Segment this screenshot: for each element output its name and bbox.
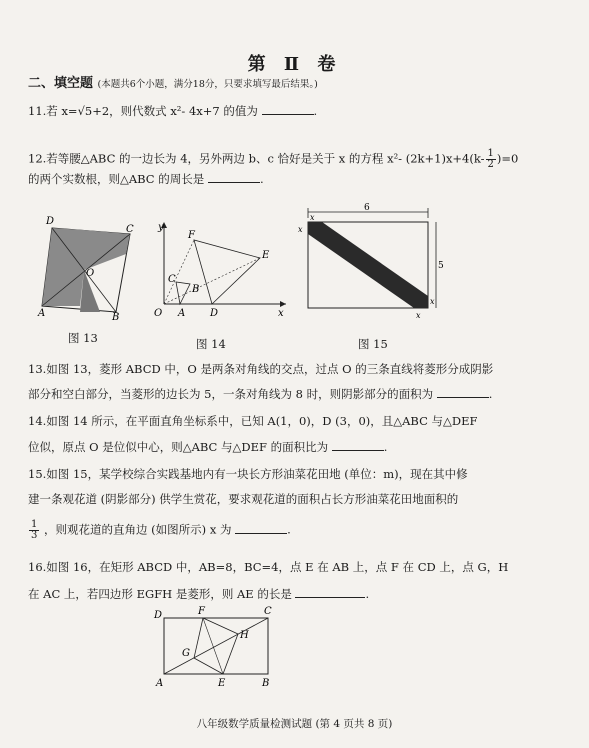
fraction-numerator: 1 (31, 519, 38, 530)
dimension-label-top: 6 (364, 203, 370, 213)
point-label-e: E (218, 678, 226, 689)
question-11-text: 11.若 x=√5+2，则代数式 x²- 4x+7 的值为 (28, 104, 258, 118)
question-13-end: . (488, 387, 493, 401)
question-15-fraction (29, 520, 39, 541)
point-label-b: B (112, 312, 120, 323)
point-label-f: F (198, 606, 205, 617)
question-16-line-1: 16.如图 16，在矩形 ABCD 中，AB=8，BC=4，点 E 在 AB 上，点 F 在 CD 上，点 G，H (28, 560, 509, 574)
fraction-denominator: 3 (31, 530, 38, 541)
question-14-text: 位似，原点 O 是位似中心，则△ABC 与△DEF 的面积比为 (28, 440, 329, 454)
shaded-walkway (308, 222, 428, 308)
shaded-region-left (42, 228, 84, 306)
question-13-line-2 (28, 387, 492, 401)
answer-blank-11 (262, 104, 314, 115)
figure-13-label: 图 13 (68, 331, 98, 345)
point-label-c: C (126, 224, 134, 235)
question-15-line-3 (28, 520, 291, 541)
question-12-line-2 (28, 172, 264, 186)
question-11-end: . (313, 104, 318, 118)
question-12-line-1 (28, 149, 518, 170)
triangle-abc (176, 282, 190, 304)
point-label-c: C (264, 606, 272, 617)
figure-13 (38, 210, 140, 323)
answer-blank-14 (332, 440, 384, 451)
point-label-o: O (154, 308, 163, 319)
point-label-h: H (240, 630, 249, 641)
point-label-a: A (38, 308, 46, 319)
triangle-def (194, 240, 260, 304)
question-16-text: 在 AC 上，若四边形 EGFH 是菱形，则 AE 的长是 (28, 587, 292, 601)
question-16-end: . (365, 587, 370, 601)
question-14-line-2 (28, 440, 387, 454)
section-heading (28, 72, 318, 91)
question-15-end: . (287, 522, 291, 537)
question-12-text-b: )=0 (496, 151, 519, 166)
point-label-b: B (262, 678, 270, 689)
point-label-o: O (86, 268, 95, 279)
section-note: (本题共6个小题，满分18分，只要求填写最后结果。) (97, 79, 318, 90)
question-15-line-2: 建一条观花道 (阴影部分) 供学生赏花，要求观花道的面积占长方形油菜花田地面积的 (28, 492, 459, 506)
figure-14 (150, 218, 290, 318)
axis-label-x: x (278, 308, 284, 319)
dimension-label-x-top: x (310, 213, 315, 222)
question-13-line-1: 13.如图 13，菱形 ABCD 中，O 是两条对角线的交点，过点 O 的三条直线将菱形分成阴影 (28, 362, 494, 376)
answer-blank-15 (235, 523, 287, 534)
question-15-text: ，则观花道的直角边 (如图所示) x 为 (44, 522, 232, 537)
point-label-b: B (192, 284, 200, 295)
figure-14-label: 图 14 (196, 337, 226, 351)
shaded-region-top (84, 230, 130, 270)
answer-blank-13 (437, 387, 489, 398)
fraction-numerator: 1 (487, 148, 494, 159)
point-label-d: D (46, 216, 55, 227)
dimension-label-x-left: x (298, 225, 303, 234)
question-12-text-a: 12.若等腰△ABC 的一边长为 4，另外两边 b、c 恰好是关于 x 的方程 x²- (2k+1)x+4(k- (28, 151, 485, 166)
figure-15 (298, 204, 446, 322)
answer-blank-12 (208, 172, 260, 183)
question-11 (28, 104, 317, 118)
question-12-fraction (486, 149, 496, 170)
point-label-f: F (188, 230, 195, 241)
figure-16 (150, 604, 280, 690)
ray-to-f (164, 240, 194, 304)
dimension-label-x-right: x (430, 297, 435, 306)
page-footer: 八年级数学质量检测试题 (第 4 页共 8 页) (196, 718, 393, 730)
question-15-line-1: 15.如图 15，某学校综合实践基地内有一块长方形油菜花田地 (单位：m)，现在其中修 (28, 467, 468, 481)
diagonal-fe (203, 618, 223, 674)
point-label-e: E (262, 250, 270, 261)
point-label-a: A (178, 308, 186, 319)
point-label-g: G (182, 648, 190, 659)
dimension-label-x-bottom: x (416, 311, 421, 320)
point-label-a: A (156, 678, 164, 689)
question-12-text-c: 的两个实数根，则△ABC 的周长是 (28, 172, 205, 186)
fraction-denominator: 2 (487, 159, 494, 170)
point-label-d: D (154, 610, 163, 621)
question-13-text: 部分和空白部分，当菱形的边长为 5，一条对角线为 8 时，则阴影部分的面积为 (28, 387, 434, 401)
point-label-c: C (168, 274, 176, 285)
section-title: 二、填空题 (28, 76, 94, 91)
answer-blank-16 (295, 587, 365, 598)
question-12-end: . (259, 172, 264, 186)
page-title: 第 Ⅱ 卷 (247, 54, 342, 75)
diagonal-ac (164, 618, 268, 674)
axis-label-y: y (158, 222, 164, 233)
question-14-end: . (383, 440, 388, 454)
question-16-line-2 (28, 587, 369, 601)
dimension-label-right: 5 (438, 261, 444, 271)
x-axis-arrow-icon (280, 301, 286, 307)
question-14-line-1: 14.如图 14 所示，在平面直角坐标系中，已知 A(1，0)，D (3，0)，且△ABC 与△DEF (28, 414, 478, 428)
figure-15-label: 图 15 (358, 337, 388, 351)
point-label-d: D (210, 308, 219, 319)
